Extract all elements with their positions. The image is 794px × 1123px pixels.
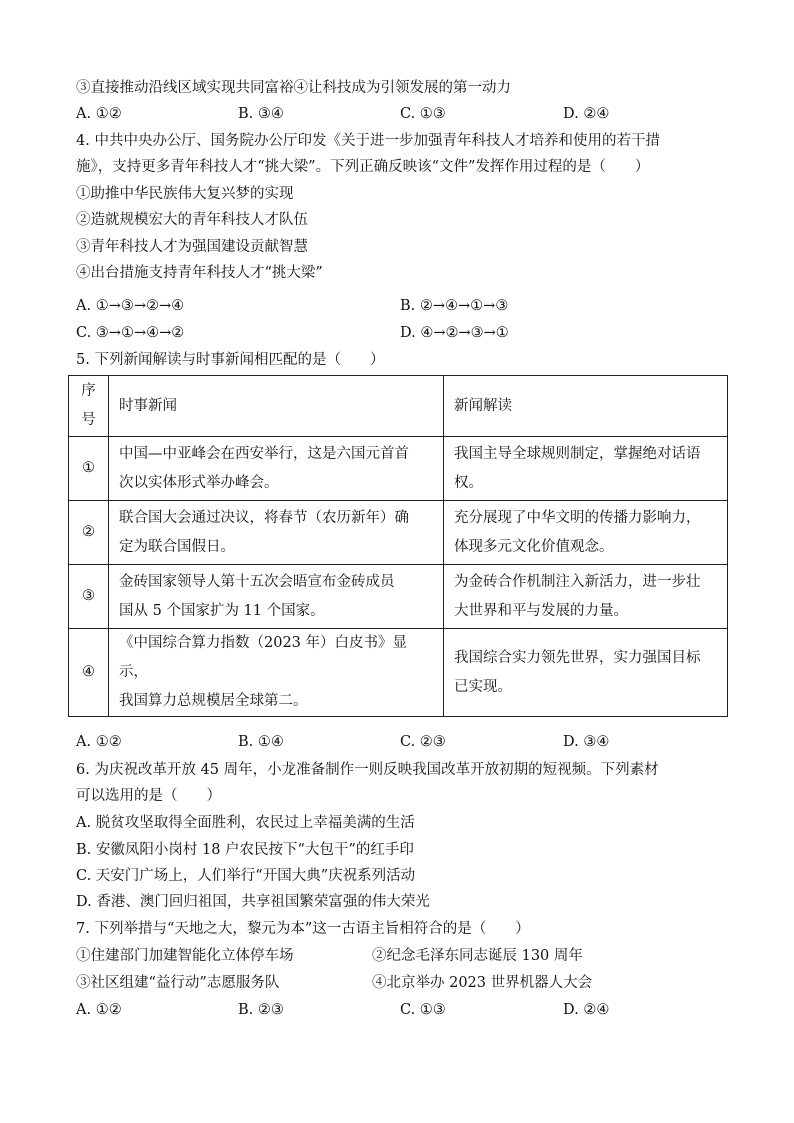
line-q3-item: ③直接推动沿线区域实现共同富裕④让科技成为引领发展的第一动力	[76, 80, 511, 96]
q6-option-d[interactable]: D. 香港、澳门回归祖国，共享祖国繁荣富强的伟大荣光	[76, 894, 430, 910]
q4-item-4: ④出台措施支持青年科技人才“挑大梁”	[76, 265, 323, 281]
table-row	[69, 629, 728, 717]
q7-option-a[interactable]: A. ①②	[76, 1002, 122, 1018]
row-interpretation: 充分展现了中华文明的传播力影响力， 体现多元文化价值观念。	[444, 501, 728, 565]
q6-stem-line2: 可以选用的是（ ）	[76, 788, 221, 804]
q4-option-d[interactable]: D. ④→②→③→①	[400, 325, 509, 341]
row-interpretation: 为金砖合作机制注入新活力，进一步壮 大世界和平与发展的力量。	[444, 565, 728, 629]
q4-item-3: ③青年科技人才为强国建设贡献智慧	[76, 239, 308, 255]
q7-option-b[interactable]: B. ②③	[238, 1002, 284, 1018]
q5-option-a[interactable]: A. ①②	[76, 734, 122, 750]
q3-option-c[interactable]: C. ①③	[400, 106, 446, 122]
q7-stem: 7. 下列举措与“天地之大，黎元为本”这一古语主旨相符合的是（ ）	[76, 921, 530, 937]
q4-item-2: ②造就规模宏大的青年科技人才队伍	[76, 212, 308, 228]
news-table	[68, 375, 728, 717]
q4-option-b[interactable]: B. ②→④→①→③	[400, 298, 509, 314]
row-news: 中国—中亚峰会在西安举行，这是六国元首首 次以实体形式举办峰会。	[109, 437, 444, 501]
q3-option-d[interactable]: D. ②④	[563, 106, 610, 122]
table-row	[69, 437, 728, 501]
table-header-row	[69, 376, 728, 437]
q5-option-d[interactable]: D. ③④	[563, 734, 610, 750]
table-row	[69, 501, 728, 565]
q7-option-c[interactable]: C. ①③	[400, 1002, 446, 1018]
header-interpretation: 新闻解读	[444, 376, 728, 437]
q4-option-c[interactable]: C. ③→①→④→②	[76, 325, 185, 341]
q3-option-a[interactable]: A. ①②	[76, 106, 122, 122]
row-news: 金砖国家领导人第十五次会晤宣布金砖成员 国从 5 个国家扩为 11 个国家。	[109, 565, 444, 629]
q7-option-d[interactable]: D. ②④	[563, 1002, 610, 1018]
table-row	[69, 565, 728, 629]
row-news: 联合国大会通过决议，将春节（农历新年）确 定为联合国假日。	[109, 501, 444, 565]
row-number: ③	[69, 565, 109, 629]
q4-stem-line2: 施》，支持更多青年科技人才“挑大梁”。下列正确反映该“文件”发挥作用过程的是（ ）	[76, 159, 650, 175]
q7-item-3: ③社区组建“益行动”志愿服务队	[76, 975, 280, 991]
row-number: ②	[69, 501, 109, 565]
q5-stem: 5. 下列新闻解读与时事新闻相匹配的是（ ）	[76, 352, 385, 368]
q5-option-c[interactable]: C. ②③	[400, 734, 446, 750]
q3-option-b[interactable]: B. ③④	[238, 106, 284, 122]
q4-item-1: ①助推中华民族伟大复兴梦的实现	[76, 186, 294, 202]
row-number: ④	[69, 629, 109, 717]
q6-stem-line1: 6. 为庆祝改革开放 45 周年，小龙准备制作一则反映我国改革开放初期的短视频。下列素材	[76, 762, 659, 778]
q7-item-4: ④北京举办 2023 世界机器人大会	[372, 975, 593, 991]
row-number: ①	[69, 437, 109, 501]
q7-item-2: ②纪念毛泽东同志诞辰 130 周年	[372, 948, 583, 964]
q7-item-1: ①住建部门加建智能化立体停车场	[76, 948, 294, 964]
q5-option-b[interactable]: B. ①④	[238, 734, 284, 750]
q6-option-b[interactable]: B. 安徽凤阳小岗村 18 户农民按下“大包干”的红手印	[76, 842, 414, 858]
q6-option-a[interactable]: A. 脱贫攻坚取得全面胜利，农民过上幸福美满的生活	[76, 815, 415, 831]
row-news: 《中国综合算力指数（2023 年）白皮书》显示， 我国算力总规模居全球第二。	[109, 629, 444, 717]
q4-option-a[interactable]: A. ①→③→②→④	[76, 298, 185, 314]
q6-option-c[interactable]: C. 天安门广场上，人们举行“开国大典”庆祝系列活动	[76, 868, 416, 884]
header-number: 序 号	[69, 376, 109, 437]
row-interpretation: 我国主导全球规则制定，掌握绝对话语 权。	[444, 437, 728, 501]
header-news: 时事新闻	[109, 376, 444, 437]
row-interpretation: 我国综合实力领先世界，实力强国目标 已实现。	[444, 629, 728, 717]
q4-stem-line1: 4. 中共中央办公厅、国务院办公厅印发《关于进一步加强青年科技人才培养和使用的若干措	[76, 133, 660, 149]
